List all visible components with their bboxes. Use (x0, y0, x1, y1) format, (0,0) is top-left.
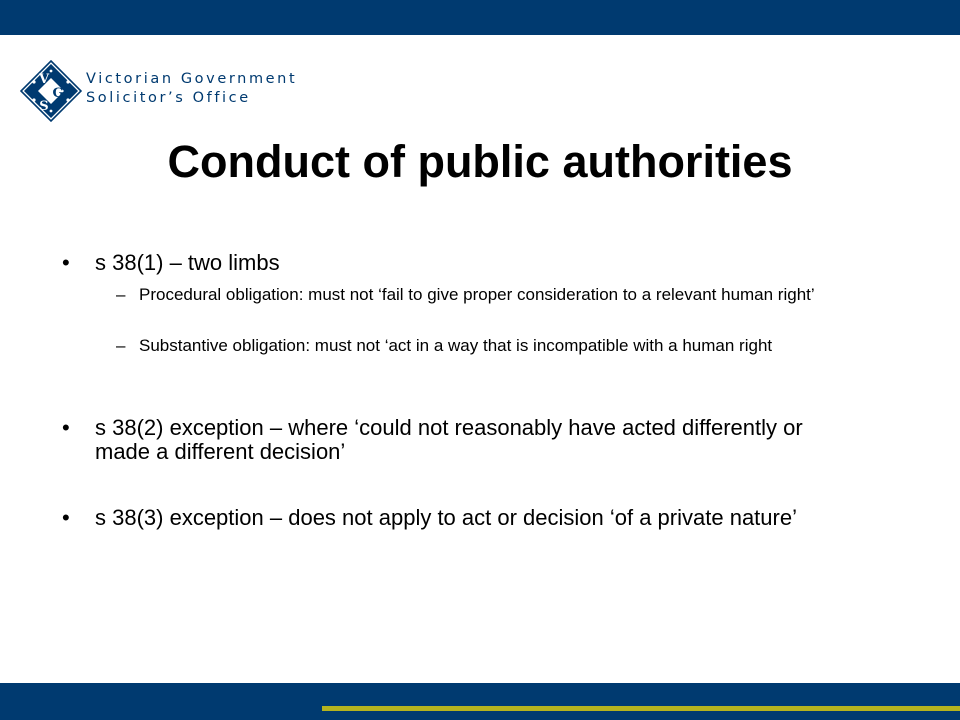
logo-wordmark (86, 70, 297, 108)
vgso-logo (20, 60, 298, 124)
bullet-item-1: s 38(1) – two limbs (95, 250, 280, 275)
dash-icon: – (116, 336, 126, 355)
logo-monogram-s: S (39, 99, 49, 114)
bullet-item-3: s 38(3) exception – does not apply to act or decision ‘of a private nature’ (95, 505, 797, 530)
bottom-accent-line (322, 706, 960, 711)
slide-title: Conduct of public authorities (167, 136, 793, 187)
bullet-icon: • (62, 250, 70, 275)
bullet-icon: • (62, 415, 70, 440)
logo-line-1: Victorian Government (86, 71, 298, 87)
bullet-item-2: s 38(2) exception – where ‘could not reasonably have acted differently or made a different decision’ (95, 415, 803, 464)
sub-item-procedural: Procedural obligation: must not ‘fail to give proper consideration to a relevant human right’ (139, 285, 815, 304)
bullet-icon: • (62, 505, 70, 530)
logo-line-2: Solicitor’s Office (86, 90, 251, 106)
logo-monogram-v: V (38, 72, 50, 87)
top-banner (0, 0, 960, 35)
bottom-banner (0, 683, 960, 720)
dash-icon: – (116, 285, 126, 304)
logo-monogram-g: G (52, 86, 64, 101)
vgso-diamond-logo-icon (20, 60, 82, 122)
sub-item-substantive: Substantive obligation: must not ‘act in a way that is incompatible with a human right (139, 336, 773, 355)
